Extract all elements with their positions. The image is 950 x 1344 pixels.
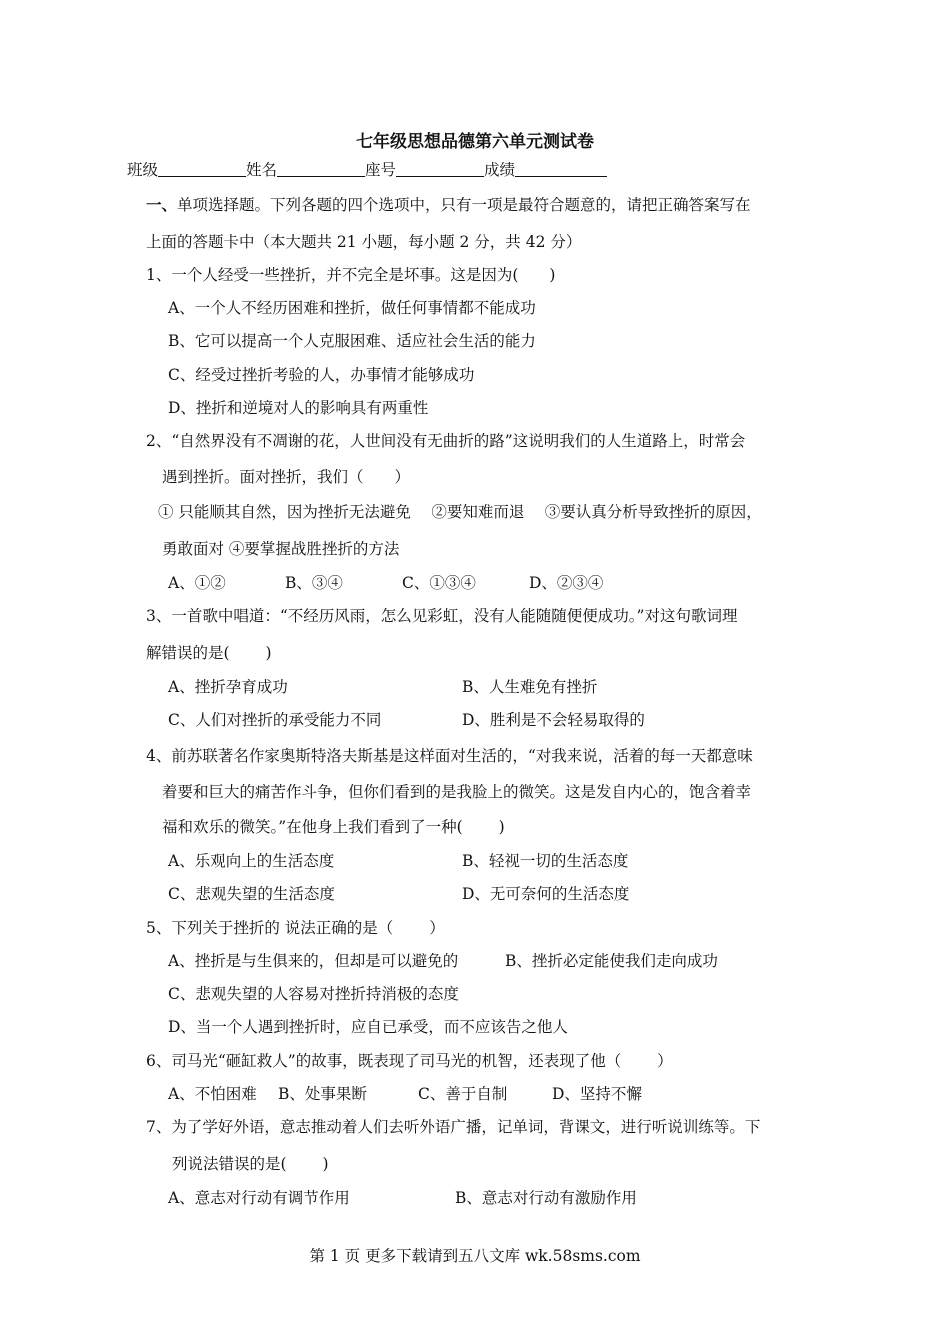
q4-option-d: D、无可奈何的生活态度 <box>462 885 630 903</box>
q2-option-c: C、①③④ <box>402 574 476 592</box>
q6-stem: 6、司马光“砸缸救人”的故事，既表现了司马光的机智，还表现了他（ ） <box>146 1052 673 1070</box>
section1-line1 <box>146 194 751 216</box>
q4-stem-line3: 福和欢乐的微笑。”在他身上我们看到了一种( ) <box>162 818 505 836</box>
q2-statements-line1: ① 只能顺其自然，因为挫折无法避免 ②要知难而退 ③要认真分析导致挫折的原因， <box>158 503 762 521</box>
section1-instructions: 单项选择题。下列各题的四个选项中，只有一项是最符合题意的，请把正确答案写在 <box>177 196 751 214</box>
q1-option-c: C、经受过挫折考验的人，办事情才能够成功 <box>168 366 475 384</box>
q2-stem-line1: 2、“自然界没有不凋谢的花，人世间没有无曲折的路”这说明我们的人生道路上，时常会 <box>146 432 746 450</box>
q5-option-b: B、挫折必定能使我们走向成功 <box>505 952 718 970</box>
seat-blank <box>396 160 484 177</box>
name-blank <box>277 160 365 177</box>
q7-stem-line1: 7、为了学好外语，意志推动着人们去听外语广播，记单词，背课文，进行听说训练等。下 <box>146 1118 761 1136</box>
class-label: 班级 <box>127 161 159 179</box>
q2-option-b: B、③④ <box>285 574 343 592</box>
header-fields <box>127 159 607 181</box>
q3-option-b: B、人生难免有挫折 <box>462 678 598 696</box>
q5-option-a: A、挫折是与生俱来的，但却是可以避免的 <box>168 952 459 970</box>
q3-stem-line2: 解错误的是( ) <box>146 644 272 662</box>
class-blank <box>158 160 246 177</box>
q7-option-a: A、意志对行动有调节作用 <box>168 1189 350 1207</box>
q5-option-c: C、悲观失望的人容易对挫折持消极的态度 <box>168 985 459 1003</box>
score-label: 成绩 <box>484 161 516 179</box>
q2-statements-line2: 勇敢面对 ④要掌握战胜挫折的方法 <box>162 540 400 558</box>
q1-option-d: D、挫折和逆境对人的影响具有两重性 <box>168 399 429 417</box>
q1-option-a: A、一个人不经历困难和挫折，做任何事情都不能成功 <box>168 299 536 317</box>
q3-option-a: A、挫折孕育成功 <box>168 678 288 696</box>
q3-option-d: D、胜利是不会轻易取得的 <box>462 711 645 729</box>
name-label: 姓名 <box>246 161 278 179</box>
page-footer: 第 1 页 更多下载请到五八文库 wk.58sms.com <box>309 1247 641 1265</box>
q1-option-b: B、它可以提高一个人克服困难、适应社会生活的能力 <box>168 332 536 350</box>
q4-stem-line1: 4、前苏联著名作家奥斯特洛夫斯基是这样面对生活的，“对我来说，活着的每一天都意味 <box>146 747 753 765</box>
q4-option-b: B、轻视一切的生活态度 <box>462 852 629 870</box>
q5-stem: 5、下列关于挫折的 说法正确的是（ ） <box>146 919 445 937</box>
q5-option-d: D、当一个人遇到挫折时，应自已承受，而不应该告之他人 <box>168 1018 568 1036</box>
q4-option-a: A、乐观向上的生活态度 <box>168 852 335 870</box>
q7-stem-line2: 列说法错误的是( ) <box>172 1155 329 1173</box>
q4-option-c: C、悲观失望的生活态度 <box>168 885 335 903</box>
section1-line2: 上面的答题卡中（本大题共 21 小题，每小题 2 分，共 42 分） <box>146 233 582 251</box>
q6-option-b: B、处事果断 <box>278 1085 367 1103</box>
q6-option-a: A、不怕困难 <box>168 1085 257 1103</box>
q2-option-d: D、②③④ <box>529 574 604 592</box>
score-blank <box>515 160 607 177</box>
q2-option-a: A、①② <box>168 574 226 592</box>
section1-heading: 一、 <box>146 195 178 214</box>
q2-stem-line2: 遇到挫折。面对挫折，我们（ ） <box>162 468 411 486</box>
page-title: 七年级思想品德第六单元测试卷 <box>356 132 594 152</box>
q1-stem: 1、一个人经受一些挫折，并不完全是坏事。这是因为( ) <box>146 266 556 284</box>
q3-stem-line1: 3、一首歌中唱道：“不经历风雨，怎么见彩虹，没有人能随随便便成功。”对这句歌词理 <box>146 607 738 625</box>
seat-label: 座号 <box>365 161 397 179</box>
q4-stem-line2: 着要和巨大的痛苦作斗争，但你们看到的是我脸上的微笑。这是发自内心的，饱含着幸 <box>162 783 752 801</box>
q6-option-c: C、善于自制 <box>418 1085 508 1103</box>
q7-option-b: B、意志对行动有激励作用 <box>455 1189 637 1207</box>
q6-option-d: D、坚持不懈 <box>552 1085 642 1103</box>
q3-option-c: C、人们对挫折的承受能力不同 <box>168 711 382 729</box>
